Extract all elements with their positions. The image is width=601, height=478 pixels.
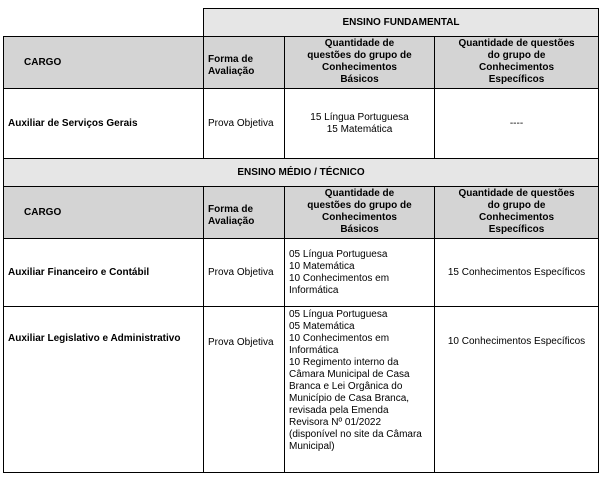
header-basicos-line: questões do grupo de <box>307 50 412 61</box>
basicos-item: 15 Língua Portuguesa <box>310 111 409 123</box>
basicos-list <box>285 307 435 473</box>
especificos-value: 10 Conhecimentos Específicos <box>435 307 599 473</box>
header-forma <box>204 187 285 239</box>
basicos-item: 10 Regimento interno da <box>289 357 399 368</box>
basicos-item: Câmara Municipal de Casa <box>289 369 410 380</box>
table-row <box>4 239 599 307</box>
cargos-table <box>3 8 599 473</box>
column-header-row <box>4 37 599 89</box>
header-basicos-line: Quantidade de <box>324 38 395 49</box>
header-basicos-line: Básicos <box>340 224 379 235</box>
header-especificos <box>435 37 599 89</box>
cargo-name: Auxiliar Legislativo e Administrativo <box>4 307 204 473</box>
cargo-name: Auxiliar Financeiro e Contábil <box>4 239 204 307</box>
header-basicos-line: Conhecimentos <box>321 212 397 223</box>
basicos-item: 10 Conhecimentos em <box>289 333 390 344</box>
forma-avaliacao: Prova Objetiva <box>204 307 285 473</box>
header-especificos-line: Quantidade de questões <box>458 188 575 199</box>
especificos-value: 15 Conhecimentos Específicos <box>435 239 599 307</box>
header-cargo: CARGO <box>4 37 204 89</box>
header-forma-line: Avaliação <box>208 65 255 77</box>
basicos-item: 15 Matemática <box>326 123 393 135</box>
header-especificos-line: Específicos <box>488 224 545 235</box>
forma-avaliacao: Prova Objetiva <box>204 89 285 159</box>
basicos-item: (disponível no site da Câmara <box>289 429 422 440</box>
header-basicos-line: Conhecimentos <box>321 62 397 73</box>
basicos-item: revisada pela Emenda <box>289 405 389 416</box>
header-basicos <box>285 187 435 239</box>
basicos-item: Informática <box>289 345 339 356</box>
basicos-item: Município de Casa Branca, <box>289 393 410 404</box>
section-title: ENSINO FUNDAMENTAL <box>204 9 599 37</box>
column-header-row <box>4 187 599 239</box>
header-especificos-line: Conhecimentos <box>479 212 555 223</box>
basicos-list <box>285 89 435 159</box>
header-especificos-line: Conhecimentos <box>479 62 555 73</box>
basicos-item: Revisora Nº 01/2022 <box>289 417 382 428</box>
header-especificos-line: do grupo de <box>487 200 546 211</box>
cargo-name: Auxiliar de Serviços Gerais <box>4 89 204 159</box>
forma-avaliacao: Prova Objetiva <box>204 239 285 307</box>
header-especificos-line: do grupo de <box>487 50 546 61</box>
header-forma-line: Forma de <box>208 203 254 215</box>
basicos-list <box>285 239 435 307</box>
header-especificos <box>435 187 599 239</box>
section-title: ENSINO MÉDIO / TÉCNICO <box>4 159 599 187</box>
basicos-item: Branca e Lei Orgânica do <box>289 381 403 392</box>
especificos-value: ---- <box>435 89 599 159</box>
basicos-item: 05 Língua Portuguesa <box>289 248 388 260</box>
header-especificos-line: Quantidade de questões <box>458 38 575 49</box>
table-row <box>4 89 599 159</box>
basicos-item: 10 Matemática <box>289 260 355 272</box>
basicos-item: Informática <box>289 284 339 296</box>
header-especificos-line: Específicos <box>488 74 545 85</box>
header-forma <box>204 37 285 89</box>
header-basicos <box>285 37 435 89</box>
header-basicos-line: questões do grupo de <box>307 200 412 211</box>
header-forma-line: Avaliação <box>208 215 255 227</box>
basicos-item: 10 Conhecimentos em <box>289 272 390 284</box>
header-basicos-line: Básicos <box>340 74 379 85</box>
section-header-fundamental <box>4 9 599 37</box>
section-header-medio <box>4 159 599 187</box>
header-cargo: CARGO <box>4 187 204 239</box>
basicos-item: 05 Língua Portuguesa <box>289 309 388 320</box>
table-row <box>4 307 599 473</box>
header-forma-line: Forma de <box>208 53 254 65</box>
basicos-item: 05 Matemática <box>289 321 355 332</box>
header-basicos-line: Quantidade de <box>324 188 395 199</box>
basicos-item: Municipal) <box>289 441 335 452</box>
